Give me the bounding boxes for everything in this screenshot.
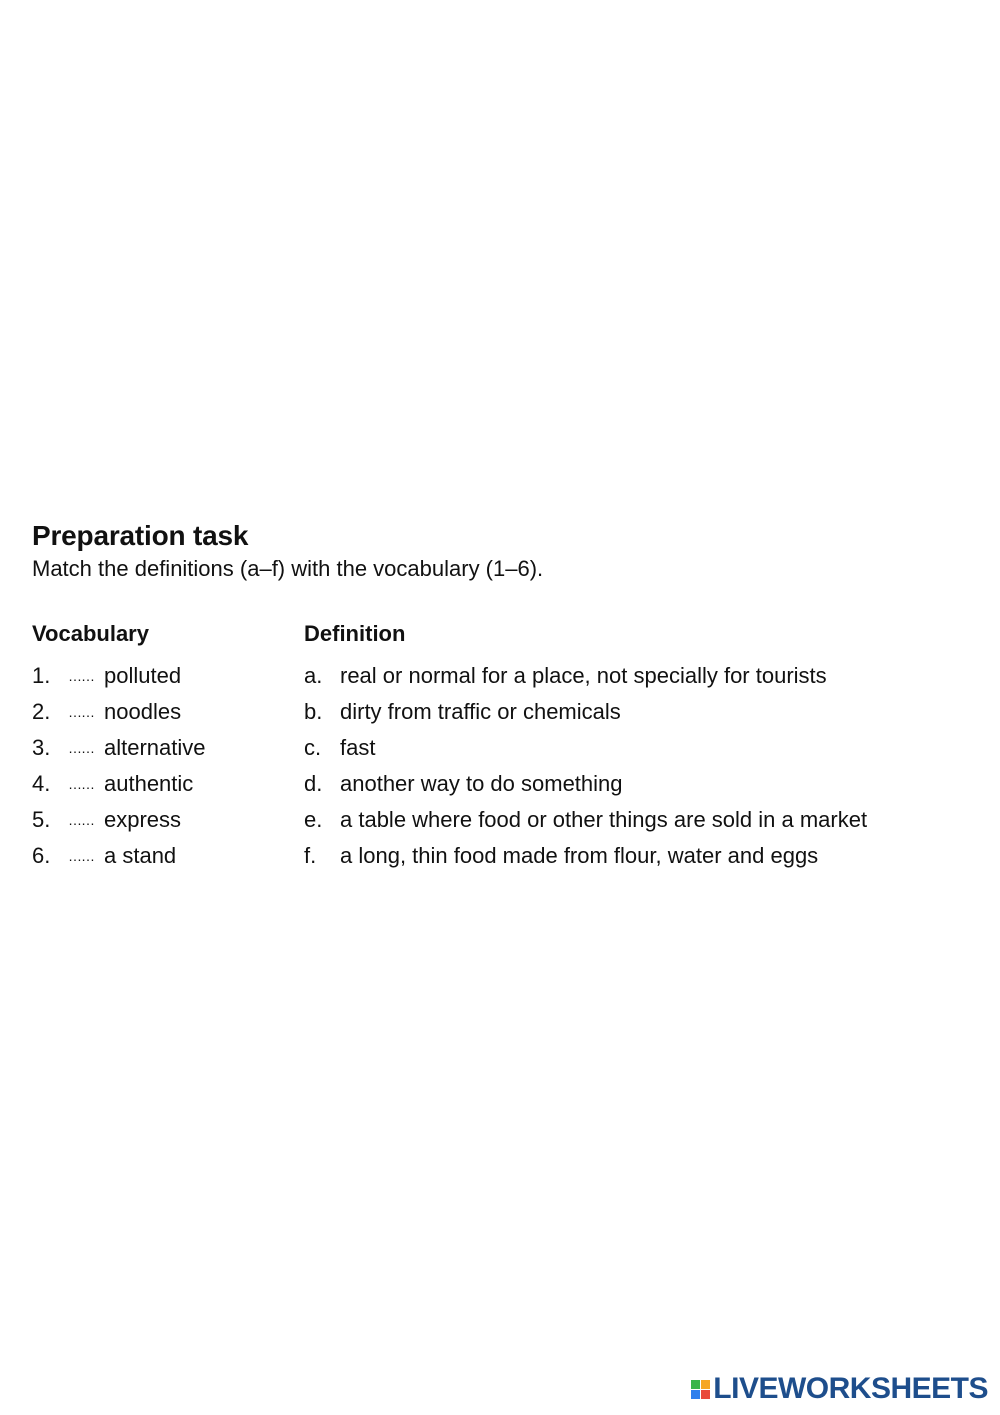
column-headers — [32, 618, 972, 654]
task-instruction: Match the definitions (a–f) with the vocabulary (1–6). — [32, 556, 544, 581]
vocab-number: 2. — [32, 699, 51, 724]
definition-letter: a. — [304, 663, 323, 688]
vocab-number: 5. — [32, 807, 51, 832]
vocab-number: 6. — [32, 843, 51, 868]
vocab-word: a stand — [104, 843, 177, 868]
definition-text: a long, thin food made from flour, water and eggs — [340, 843, 819, 868]
answer-blank[interactable]: …… — [68, 668, 94, 684]
definition-letter: c. — [304, 735, 322, 760]
vocab-word: express — [104, 807, 182, 832]
definition-text: dirty from traffic or chemicals — [340, 699, 621, 724]
vocab-word: polluted — [104, 663, 182, 688]
definition-text: another way to do something — [340, 771, 623, 796]
answer-blank[interactable]: …… — [68, 812, 94, 828]
logo-text: LIVEWORKSHEETS — [713, 1372, 988, 1405]
vocab-number: 3. — [32, 735, 51, 760]
vocab-word: alternative — [104, 735, 206, 760]
answer-blank[interactable]: …… — [68, 740, 94, 756]
definition-letter: f. — [304, 843, 317, 868]
answer-blank[interactable]: …… — [68, 776, 94, 792]
matching-row — [32, 730, 972, 766]
vocab-word: authentic — [104, 771, 194, 796]
vocabulary-heading: Vocabulary — [32, 621, 149, 646]
matching-rows — [32, 658, 972, 874]
preparation-task — [32, 518, 972, 868]
definition-letter: b. — [304, 699, 323, 724]
definition-text: a table where food or other things are sold in a market — [340, 807, 868, 832]
definition-text: real or normal for a place, not specially for tourists — [340, 663, 827, 688]
answer-blank[interactable]: …… — [68, 704, 94, 720]
matching-row — [32, 802, 972, 838]
vocab-number: 4. — [32, 771, 51, 796]
task-title: Preparation task — [32, 520, 249, 551]
matching-row — [32, 694, 972, 730]
definition-heading: Definition — [304, 621, 406, 646]
definition-letter: d. — [304, 771, 323, 796]
definition-text: fast — [340, 735, 376, 760]
matching-row — [32, 766, 972, 802]
liveworksheets-logo — [691, 1371, 988, 1407]
matching-grid — [32, 618, 972, 874]
matching-row — [32, 658, 972, 694]
answer-blank[interactable]: …… — [68, 848, 94, 864]
liveworksheets-logo-icon — [691, 1380, 710, 1399]
vocab-number: 1. — [32, 663, 51, 688]
vocab-word: noodles — [104, 699, 182, 724]
definition-letter: e. — [304, 807, 323, 832]
matching-row — [32, 838, 972, 874]
